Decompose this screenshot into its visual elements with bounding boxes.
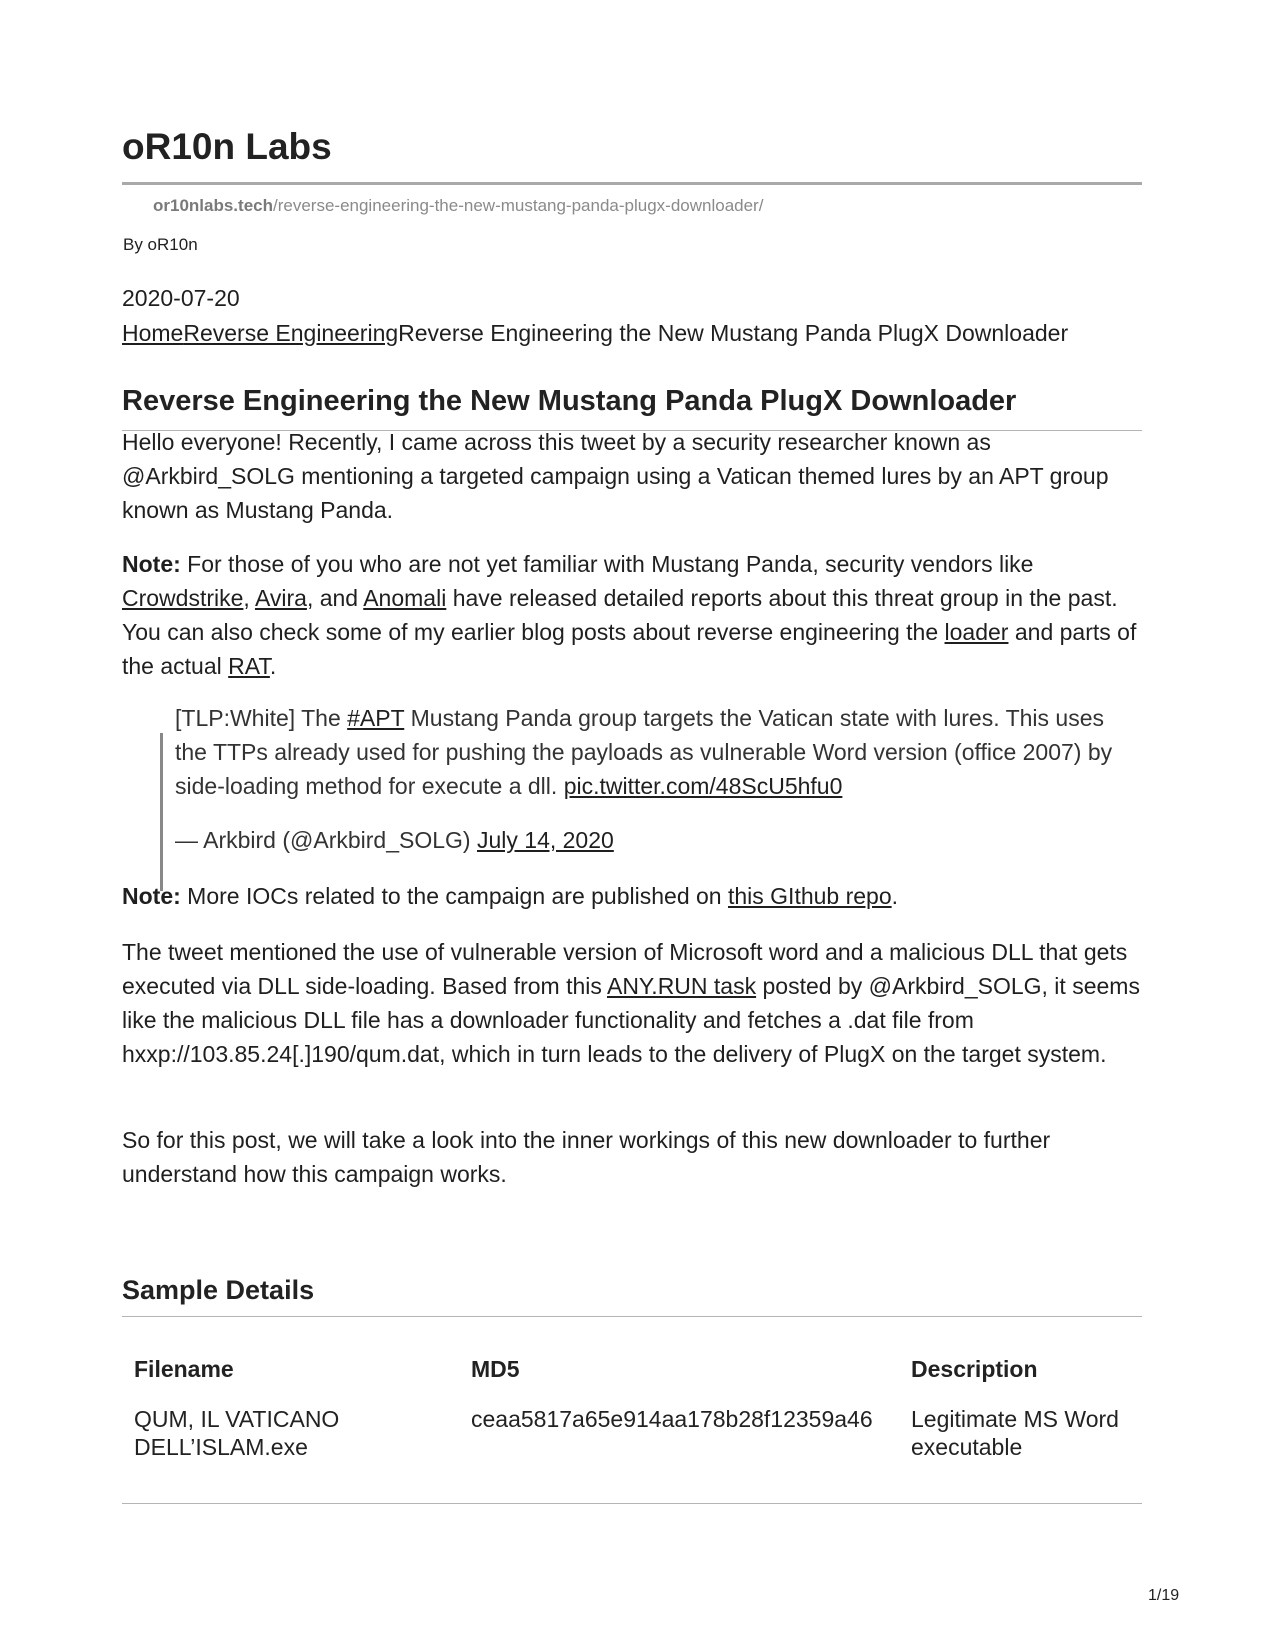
anomali-link[interactable]: Anomali bbox=[363, 585, 447, 611]
breadcrumb bbox=[122, 320, 1068, 347]
apt-hashtag-link[interactable]: #APT bbox=[347, 705, 405, 731]
loader-link[interactable]: loader bbox=[944, 619, 1009, 645]
note-text: More IOCs related to the campaign are published on bbox=[180, 883, 728, 909]
tweet-attribution bbox=[175, 823, 1135, 857]
tweet-text-part: [TLP:White] The bbox=[175, 705, 348, 731]
cell-md5: ceaa5817a65e914aa178b28f12359a46 bbox=[471, 1406, 873, 1432]
site-title: oR10n Labs bbox=[122, 126, 332, 167]
anyrun-task-link[interactable]: ANY.RUN task bbox=[606, 973, 757, 999]
note-label: Note: bbox=[122, 551, 181, 577]
cell-filename: QUM, IL VATICANO DELL’ISLAM.exe bbox=[134, 1406, 340, 1460]
tweet-text bbox=[175, 701, 1135, 803]
table-row bbox=[122, 1399, 1142, 1471]
note-paragraph bbox=[122, 547, 1142, 683]
table-bottom-divider bbox=[122, 1503, 1142, 1504]
crowdstrike-link[interactable]: Crowdstrike bbox=[122, 585, 244, 611]
note-text: and parts of the actual bbox=[122, 619, 1137, 679]
note-text: . bbox=[269, 653, 277, 679]
column-header-description: Description bbox=[911, 1356, 1038, 1382]
note-text: , and bbox=[306, 585, 364, 611]
ioc-note-paragraph bbox=[122, 879, 1142, 913]
table-header-row bbox=[122, 1340, 1142, 1399]
title-divider bbox=[122, 182, 1142, 185]
column-header-md5: MD5 bbox=[471, 1356, 520, 1382]
note-text: For those of you who are not yet familiar with Mustang Panda, security vendors like bbox=[180, 551, 1034, 577]
twitter-pic-link[interactable]: pic.twitter.com/48ScU5hfu0 bbox=[563, 773, 843, 799]
paragraph-text: The tweet mentioned the use of vulnerable version of Microsoft word and a malicious DLL that gets executed via DLL side-loading. Based from this bbox=[122, 939, 1128, 999]
breadcrumb-current: Reverse Engineering the New Mustang Panda PlugX Downloader bbox=[398, 320, 1069, 346]
rat-link[interactable]: RAT bbox=[228, 653, 270, 679]
tweet-blockquote bbox=[160, 705, 1145, 891]
cell-description: Legitimate MS Word executable bbox=[911, 1406, 1119, 1460]
sample-details-heading: Sample Details bbox=[122, 1275, 315, 1305]
page-url bbox=[153, 196, 763, 216]
breadcrumb-category-link[interactable]: Reverse Engineering bbox=[183, 320, 399, 346]
note-text: have released detailed reports about this threat group in the past. You can also check some of my earlier blog posts about reverse engineering the bbox=[122, 585, 1118, 645]
analysis-paragraph bbox=[122, 935, 1142, 1071]
byline: By oR10n bbox=[123, 235, 198, 254]
tweet-text-part: Mustang Panda group targets the Vatican state with lures. This uses the TTPs already used for pushing the payloads as vulnerable Word version (office 2007) by side-loading method for execute a dll. bbox=[175, 705, 1113, 799]
note-label: Note: bbox=[122, 883, 181, 909]
note-text: . bbox=[891, 883, 899, 909]
column-header-filename: Filename bbox=[134, 1356, 234, 1382]
tweet-author: — Arkbird (@Arkbird_SOLG) bbox=[175, 827, 477, 853]
breadcrumb-home-link[interactable]: Home bbox=[122, 320, 184, 346]
url-domain: or10nlabs.tech bbox=[153, 196, 273, 215]
github-repo-link[interactable]: this GIthub repo bbox=[727, 883, 892, 909]
post-title: Reverse Engineering the New Mustang Panda PlugX Downloader bbox=[122, 385, 1017, 417]
summary-paragraph: So for this post, we will take a look into the inner workings of this new downloader to further understand how this campaign works. bbox=[122, 1127, 1051, 1187]
page-number: 1/19 bbox=[1148, 1587, 1180, 1604]
paragraph-text: posted by @Arkbird_SOLG, it seems like the malicious DLL file has a downloader functionality and fetches a .dat file from hxxp://103.85.24[.]190/qum.dat, which in turn leads to the delivery of PlugX on the target system. bbox=[122, 973, 1140, 1067]
tweet-date-link[interactable]: July 14, 2020 bbox=[476, 827, 614, 853]
intro-paragraph: Hello everyone! Recently, I came across this tweet by a security researcher known as @Arkbird_SOLG mentioning a targeted campaign using a Vatican themed lures by an APT group known as Mustang Panda. bbox=[122, 429, 1109, 523]
url-path: /reverse-engineering-the-new-mustang-panda-plugx-downloader/ bbox=[273, 196, 764, 215]
post-date: 2020-07-20 bbox=[122, 285, 240, 311]
avira-link[interactable]: Avira bbox=[254, 585, 307, 611]
sample-details-table bbox=[122, 1340, 1142, 1471]
note-text: , bbox=[243, 585, 255, 611]
sample-details-divider bbox=[122, 1316, 1142, 1317]
